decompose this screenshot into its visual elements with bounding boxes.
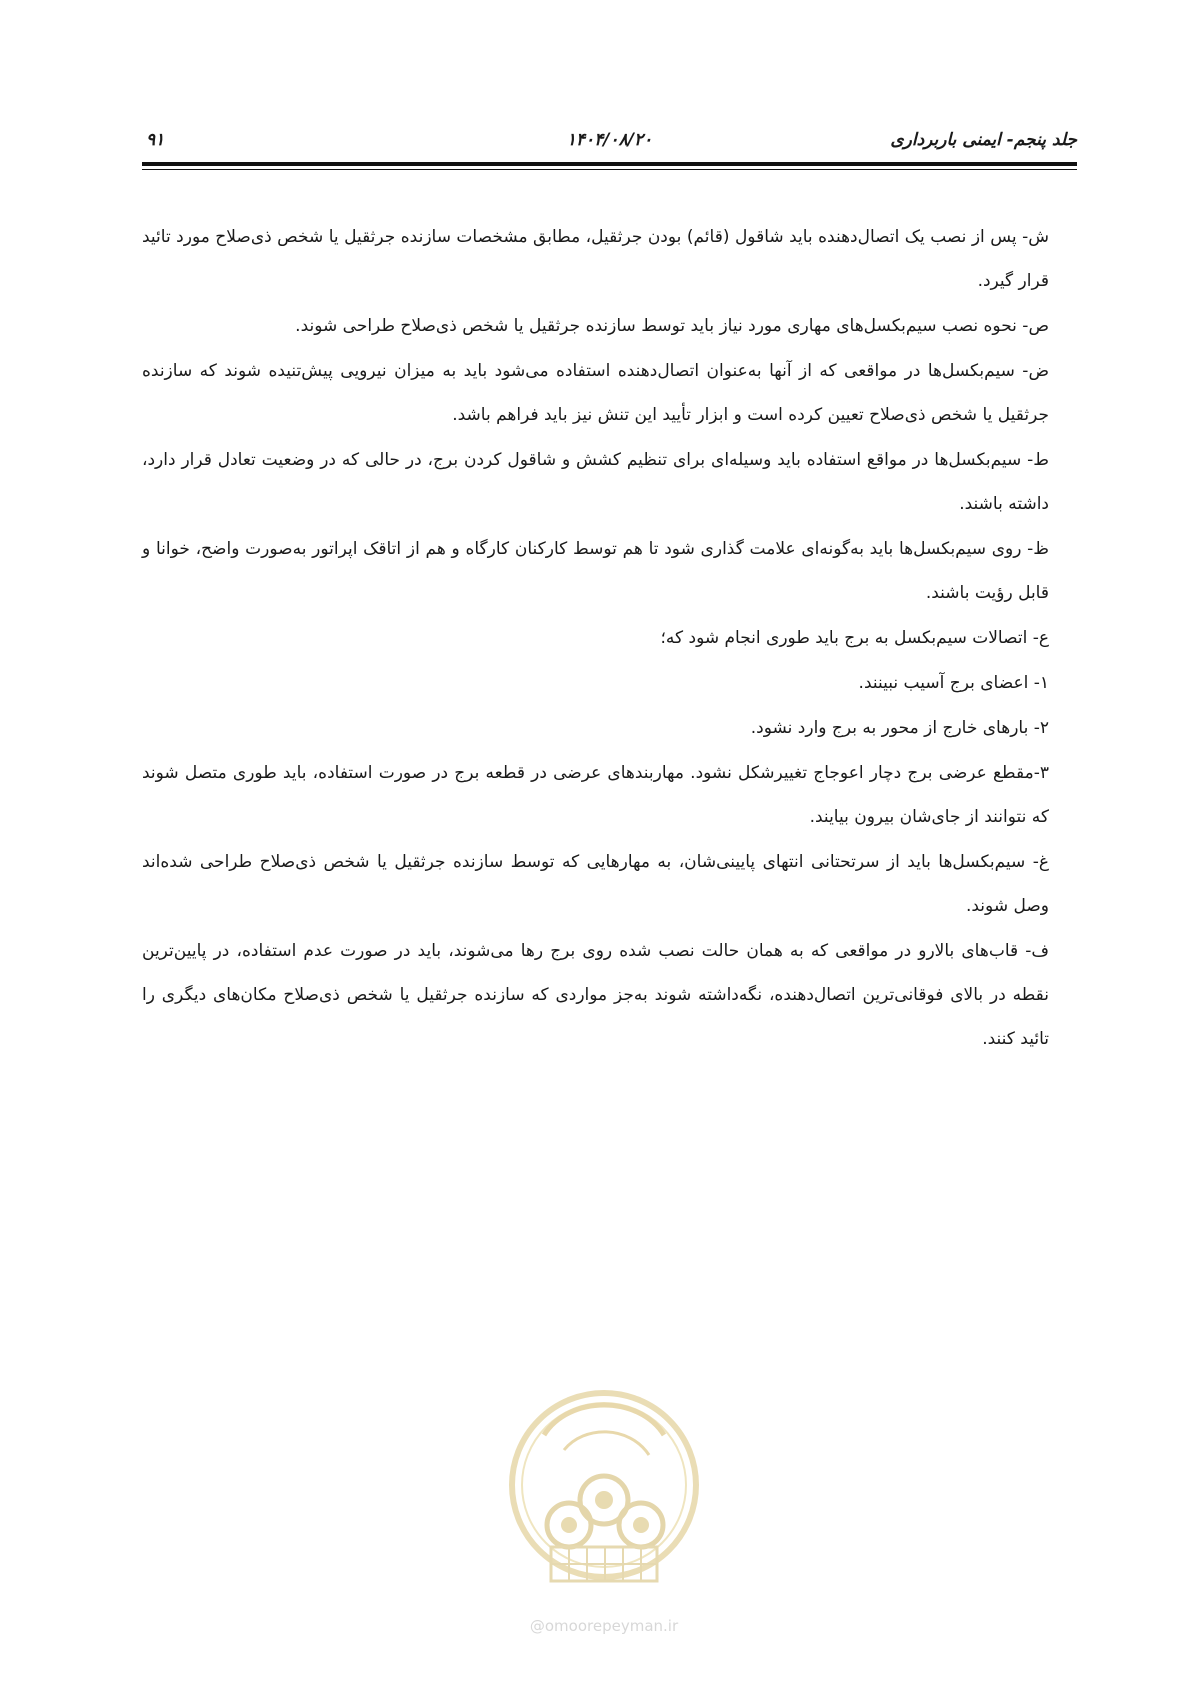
paragraph: ط- سیم‌بکسل‌ها در مواقع استفاده باید وسیله‌ای برای تنظیم کشش و شاقول کردن برج، در حالی که در وضعیت تعادل قرار دارد، داشته باشند.: [142, 450, 1049, 514]
page-header: [142, 126, 1077, 156]
list-item: ۲- بارهای خارج از محور به برج وارد نشود.: [750, 718, 1049, 738]
seal-icon: [489, 1375, 719, 1605]
paragraph: ع- اتصالات سیم‌بکسل به برج باید طوری انجام شود که؛: [660, 628, 1049, 648]
paragraph: غ- سیم‌بکسل‌ها باید از سرتحتانی انتهای پایینی‌شان، به مهارهایی که توسط سازنده جرثقیل یا شخص ذی‌صلاح طراحی شده‌اند وصل شوند.: [142, 852, 1049, 916]
watermark-logo: [489, 1375, 719, 1635]
header-rule-thin: [142, 169, 1077, 170]
watermark-site: @omoorepeyman.ir: [529, 1617, 679, 1635]
paragraph: ص- نحوه نصب سیم‌بکسل‌های مهاری مورد نیاز باید توسط سازنده جرثقیل یا شخص ذی‌صلاح طراحی شوند.: [295, 316, 1049, 336]
paragraph: ض- سیم‌بکسل‌ها در مواقعی که از آنها به‌عنوان اتصال‌دهنده استفاده می‌شود باید به میزان نیرویی پیش‌تنیده شوند که سازنده جرثقیل یا شخص ذی‌صلاح تعیین کرده است و ابزار تأیید این تنش نیز باید فراهم باشد.: [142, 361, 1049, 425]
list-item: ۳-مقطع عرضی برج دچار اعوجاج تغییرشکل نشود. مهاربندهای عرضی در قطعه برج در صورت استفاده، باید طوری متصل شوند که نتوانند از جای‌شان بیرون بیایند.: [142, 763, 1049, 827]
list-item: ۱- اعضای برج آسیب نبینند.: [858, 673, 1049, 693]
page-number: ۹۱: [146, 130, 165, 150]
paragraph: ش- پس از نصب یک اتصال‌دهنده باید شاقول (قائم) بودن جرثقیل، مطابق مشخصات سازنده جرثقیل یا شخص ذی‌صلاح مورد تائید قرار گیرد.: [142, 227, 1049, 291]
body-text: [142, 215, 1077, 1062]
paragraph: ف- قاب‌های بالارو در مواقعی که به همان حالت نصب شده روی برج رها می‌شوند، باید در صورت عدم استفاده، در پایین‌ترین نقطه در بالای فوقانی‌ترین اتصال‌دهنده، نگه‌داشته شوند به‌جز مواردی که سازنده جرثقیل یا شخص ذی‌صلاح مکان‌های دیگری را تائید کنند.: [142, 941, 1049, 1049]
header-rule-thick: [142, 162, 1077, 166]
paragraph: ظ- روی سیم‌بکسل‌ها باید به‌گونه‌ای علامت گذاری شود تا هم توسط کارکنان کارگاه و هم از اتاقک اپراتور به‌صورت واضح، خوانا و قابل رؤیت باشند.: [142, 539, 1049, 603]
header-title: جلد پنجم- ایمنی باربرداری: [890, 130, 1077, 150]
header-date: ۱۴۰۴/۰۸/۲۰: [566, 130, 653, 150]
